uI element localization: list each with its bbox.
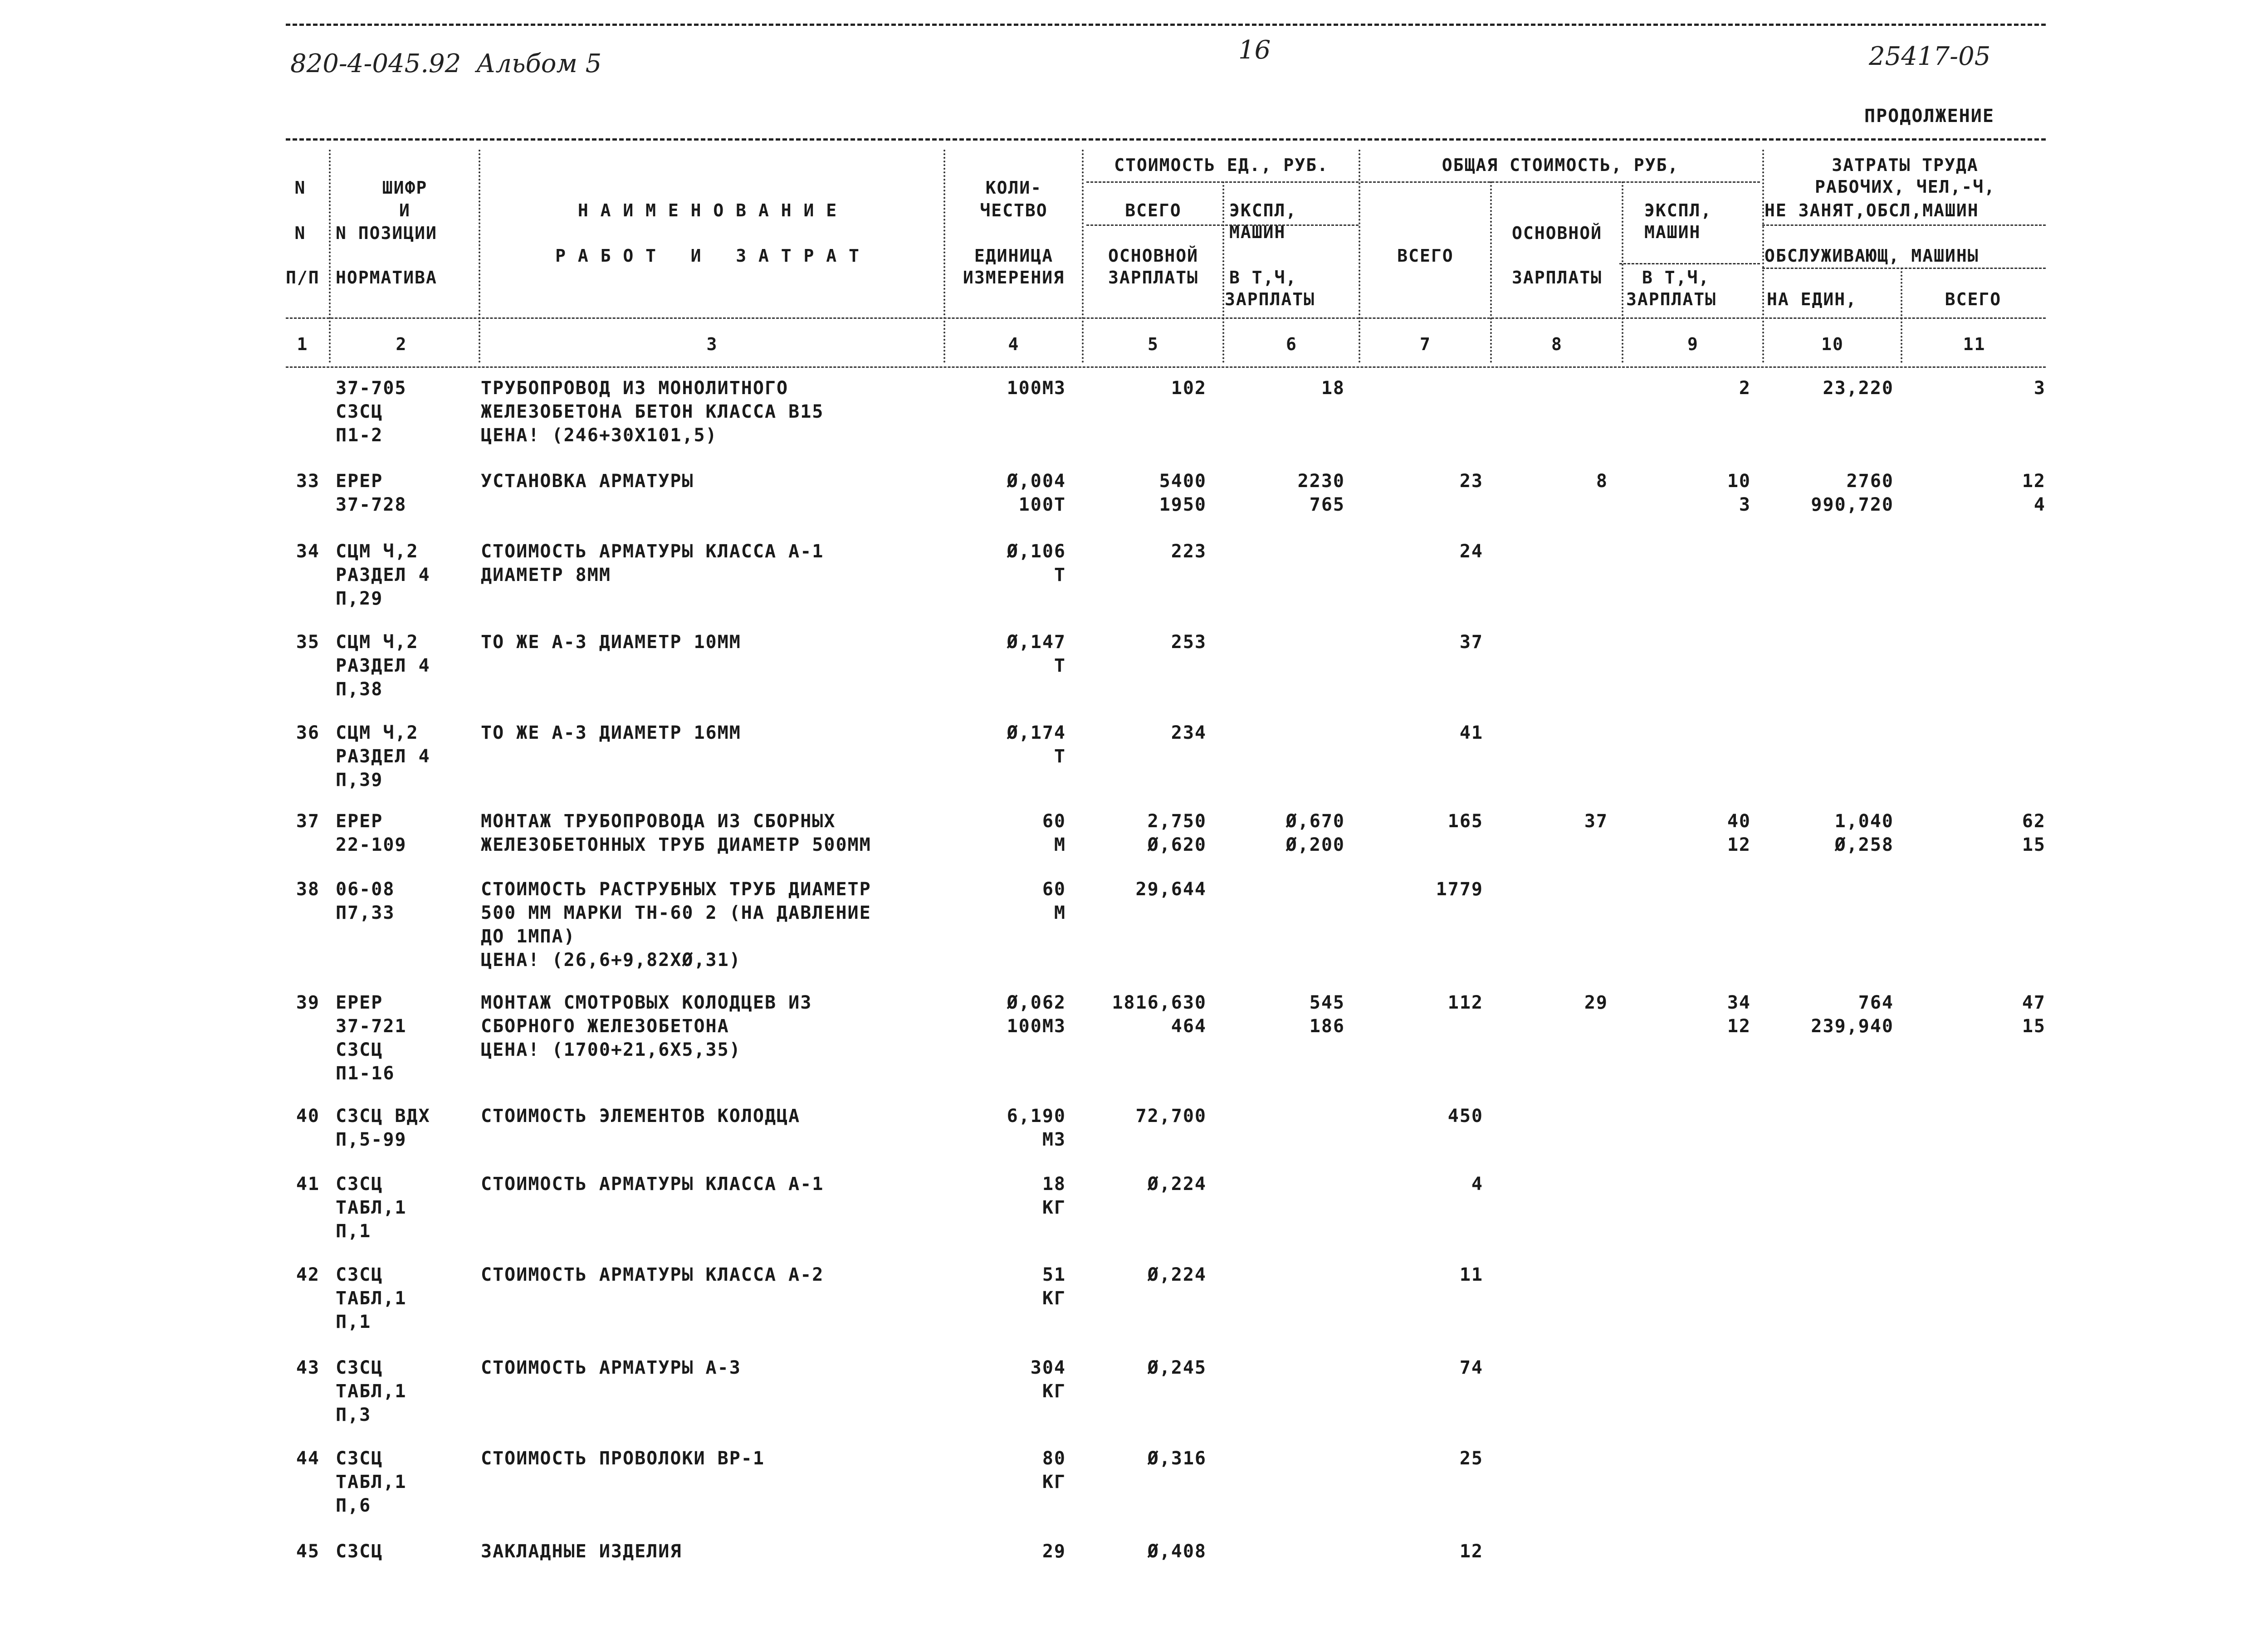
cell-code: ТАБЛ,1 [336, 1381, 407, 1402]
cell-total: 25 [1459, 1448, 1483, 1469]
column-numbers-rule [286, 366, 2046, 368]
cell-code: СЗСЦ [336, 401, 383, 422]
cell-total-basic: 37 [1584, 811, 1608, 832]
hdr-npp-2: N [294, 223, 306, 243]
hdr-labor-1: ЗАТРАТЫ ТРУДА [1832, 155, 1979, 175]
col-num-7: 7 [1420, 334, 1431, 354]
cell-qty: 80 [1042, 1448, 1066, 1469]
cell-labor-total: 12 [2022, 471, 2046, 492]
hdr-labor-4: ОБСЛУЖИВАЮЩ, МАШИНЫ [1765, 246, 1979, 266]
col-num-1: 1 [297, 334, 308, 354]
cell-code: ЕРЕР [336, 471, 383, 492]
cell-unit-total: 2,750 [1147, 811, 1207, 832]
cell-name: ДО 1МПА) [481, 926, 576, 947]
cell-total: 4 [1471, 1174, 1483, 1195]
hdr-tc-basic-1: ОСНОВНОЙ [1511, 223, 1603, 243]
cell-total-mach: 12 [1727, 1016, 1751, 1037]
cell-qty: 6,190 [1007, 1106, 1066, 1127]
header-top-rule [286, 138, 2046, 141]
cell-qty: М [1054, 902, 1066, 923]
hdr-uc-basic-2: ЗАРПЛАТЫ [1108, 268, 1199, 288]
cell-qty: М3 [1042, 1129, 1066, 1150]
cell-name: СТОИМОСТЬ АРМАТУРЫ КЛАССА А-1 [481, 1174, 824, 1195]
cell-code: П,38 [336, 679, 383, 700]
cell-code: СЗСЦ [336, 1264, 383, 1285]
col-divider-4 [1082, 150, 1084, 363]
cell-name: СТОИМОСТЬ ПРОВОЛОКИ ВР-1 [481, 1448, 765, 1469]
col-num-5: 5 [1148, 334, 1159, 354]
cell-code: СЗСЦ ВДХ [336, 1106, 430, 1127]
cell-name: МОНТАЖ СМОТРОВЫХ КОЛОДЦЕВ ИЗ [481, 992, 812, 1013]
hdr-name-bottom: Р А Б О Т И З А Т Р А Т [555, 246, 860, 266]
cell-unit-total: 253 [1171, 632, 1207, 653]
labor-sub-rule [1762, 224, 2046, 226]
cell-labor-unit: 23,220 [1823, 378, 1894, 399]
cell-qty: 51 [1042, 1264, 1066, 1285]
col-divider-2 [479, 150, 480, 363]
cell-labor-total: 62 [2022, 811, 2046, 832]
col-num-3: 3 [706, 334, 718, 354]
cell-code: РАЗДЕЛ 4 [336, 746, 430, 767]
hdr-unit-1: ЕДИНИЦА [974, 246, 1054, 266]
cell-total: 37 [1459, 632, 1483, 653]
cell-n: 39 [296, 992, 320, 1013]
cell-qty: 100М3 [1007, 378, 1066, 399]
cell-unit-total: Ø,620 [1147, 834, 1207, 855]
cell-total: 74 [1459, 1357, 1483, 1378]
cell-code: ЕРЕР [336, 811, 383, 832]
cell-name: СТОИМОСТЬ РАСТРУБНЫХ ТРУБ ДИАМЕТР [481, 879, 871, 900]
cell-unit-total: 1950 [1159, 494, 1207, 515]
cell-unit-mach: 765 [1309, 494, 1345, 515]
cell-n: 38 [296, 879, 320, 900]
cell-unit-total: Ø,245 [1147, 1357, 1207, 1378]
hdr-cipher-1: ШИФР [382, 178, 428, 198]
cell-name: ЗАКЛАДНЫЕ ИЗДЕЛИЯ [481, 1541, 682, 1562]
hdr-qty-2: ЧЕСТВО [980, 200, 1048, 220]
cell-qty: 60 [1042, 879, 1066, 900]
cell-code: П1-2 [336, 425, 383, 446]
cell-n: 35 [296, 632, 320, 653]
col-divider-3 [943, 150, 945, 363]
cell-labor-unit: 990,720 [1811, 494, 1894, 515]
hdr-unit-cost: СТОИМОСТЬ ЕД., РУБ. [1114, 155, 1329, 175]
cell-unit-mach: 545 [1309, 992, 1345, 1013]
cell-total: 12 [1459, 1541, 1483, 1562]
cell-code: СЦМ Ч,2 [336, 632, 419, 653]
cell-qty: КГ [1042, 1381, 1066, 1402]
cell-unit-total: 72,700 [1135, 1106, 1207, 1127]
total-cost-sub-rule-2 [1619, 263, 1760, 264]
document-code: 820-4-045.92 [290, 49, 461, 78]
cell-total-basic: 29 [1584, 992, 1608, 1013]
cell-name: ЖЕЛЕЗОБЕТОНА БЕТОН КЛАССА В15 [481, 401, 824, 422]
cell-code: 37-705 [336, 378, 407, 399]
hdr-cipher-3: N ПОЗИЦИИ [336, 223, 437, 243]
cell-labor-unit: 1,040 [1834, 811, 1894, 832]
cell-qty: Ø,062 [1007, 992, 1066, 1013]
cell-code: СЗСЦ [336, 1174, 383, 1195]
col-divider-10 [1901, 268, 1902, 363]
hdr-labor-3: НЕ ЗАНЯТ,ОБСЛ,МАШИН [1765, 200, 1979, 220]
hdr-uc-total: ВСЕГО [1125, 200, 1182, 220]
cell-unit-mach: 18 [1321, 378, 1345, 399]
hdr-unit-2: ИЗМЕРЕНИЯ [963, 268, 1065, 288]
cell-qty: КГ [1042, 1288, 1066, 1309]
cell-code: СЦМ Ч,2 [336, 541, 419, 562]
hdr-total-cost: ОБЩАЯ СТОИМОСТЬ, РУБ, [1442, 155, 1679, 175]
cell-qty: Ø,147 [1007, 632, 1066, 653]
hdr-npp-1: N [294, 178, 306, 198]
col-num-6: 6 [1286, 334, 1297, 354]
col-divider-9 [1762, 150, 1764, 363]
cell-total: 41 [1459, 722, 1483, 743]
cell-code: П,1 [336, 1312, 371, 1332]
cell-qty: КГ [1042, 1197, 1066, 1218]
cell-code: РАЗДЕЛ 4 [336, 565, 430, 585]
hdr-name-top: Н А И М Е Н О В А Н И Е [577, 200, 838, 220]
cell-total-mach: 34 [1727, 992, 1751, 1013]
cell-qty: М [1054, 834, 1066, 855]
hdr-qty-1: КОЛИ- [985, 178, 1042, 198]
cell-qty: Ø,004 [1007, 471, 1066, 492]
cell-code: П,3 [336, 1405, 371, 1425]
cell-unit-total: 5400 [1159, 471, 1207, 492]
hdr-cipher-2: И [399, 200, 411, 220]
cell-unit-total: 223 [1171, 541, 1207, 562]
hdr-tc-mach-sal-2: ЗАРПЛАТЫ [1626, 289, 1717, 309]
cell-labor-total: 3 [2033, 378, 2046, 399]
cell-name: СТОИМОСТЬ АРМАТУРЫ А-3 [481, 1357, 741, 1378]
hdr-tc-basic-2: ЗАРПЛАТЫ [1511, 268, 1603, 288]
cell-n: 34 [296, 541, 320, 562]
cell-code: П,6 [336, 1495, 371, 1516]
hdr-uc-mach-sal-1: В Т,Ч, [1229, 268, 1297, 288]
cell-n: 40 [296, 1106, 320, 1127]
cell-unit-total: Ø,224 [1147, 1174, 1207, 1195]
cell-total: 165 [1447, 811, 1483, 832]
cell-code: 22-109 [336, 834, 407, 855]
cell-name: МОНТАЖ ТРУБОПРОВОДА ИЗ СБОРНЫХ [481, 811, 836, 832]
cell-name: ТРУБОПРОВОД ИЗ МОНОЛИТНОГО [481, 378, 789, 399]
cell-n: 33 [296, 471, 320, 492]
hdr-tc-mach-2: МАШИН [1644, 222, 1701, 242]
cell-labor-unit: 764 [1858, 992, 1894, 1013]
cell-code: ТАБЛ,1 [336, 1288, 407, 1309]
cell-code: 06-08 [336, 879, 395, 900]
cell-code: СЦМ Ч,2 [336, 722, 419, 743]
hdr-labor-unit: НА ЕДИН, [1767, 289, 1857, 309]
cell-n: 37 [296, 811, 320, 832]
cell-unit-total: 102 [1171, 378, 1207, 399]
cell-name: СТОИМОСТЬ АРМАТУРЫ КЛАССА А-1 [481, 541, 824, 562]
page-number: 16 [1238, 35, 1271, 65]
col-num-8: 8 [1551, 334, 1563, 354]
cell-unit-mach: Ø,200 [1286, 834, 1345, 855]
cell-name: ДИАМЕТР 8ММ [481, 565, 611, 585]
cell-code: СЗСЦ [336, 1039, 383, 1060]
col-num-10: 10 [1821, 334, 1844, 354]
hdr-cipher-4: НОРМАТИВА [336, 268, 437, 288]
cell-code: 37-728 [336, 494, 407, 515]
cell-name: 500 ММ МАРКИ ТН-60 2 (НА ДАВЛЕНИЕ [481, 902, 871, 923]
cell-code: П,5-99 [336, 1129, 407, 1150]
cell-name: СБОРНОГО ЖЕЛЕЗОБЕТОНА [481, 1016, 729, 1037]
hdr-uc-mach-2: МАШИН [1229, 222, 1286, 242]
cell-name: ЦЕНА! (246+30X101,5) [481, 425, 718, 446]
cell-qty: Т [1054, 565, 1066, 585]
top-border-line [286, 24, 2046, 26]
cell-code: П1-16 [336, 1063, 395, 1084]
cell-name: ЦЕНА! (26,6+9,82XØ,31) [481, 950, 741, 971]
cell-labor-unit: Ø,258 [1834, 834, 1894, 855]
hdr-npp-3: П/П [286, 268, 320, 288]
cell-qty: 60 [1042, 811, 1066, 832]
cell-n: 36 [296, 722, 320, 743]
cell-code: СЗСЦ [336, 1448, 383, 1469]
cell-unit-total: 234 [1171, 722, 1207, 743]
hdr-uc-mach-1: ЭКСПЛ, [1229, 200, 1297, 220]
cell-name: СТОИМОСТЬ ЭЛЕМЕНТОВ КОЛОДЦА [481, 1106, 801, 1127]
cell-labor-total: 15 [2022, 1016, 2046, 1037]
cell-labor-total: 15 [2022, 834, 2046, 855]
col-divider-6 [1359, 150, 1360, 363]
cell-qty: Ø,106 [1007, 541, 1066, 562]
cell-labor-unit: 2760 [1846, 471, 1894, 492]
document-id: 25417-05 [1869, 42, 1991, 71]
cell-n: 45 [296, 1541, 320, 1562]
cell-total-basic: 8 [1596, 471, 1608, 492]
col-divider-1 [329, 150, 331, 363]
cell-qty: Т [1054, 746, 1066, 767]
cell-unit-total: 29,644 [1135, 879, 1207, 900]
hdr-labor-total: ВСЕГО [1945, 289, 2002, 309]
album-label: Альбом 5 [476, 49, 602, 78]
cell-total: 23 [1459, 471, 1483, 492]
cell-total: 1779 [1436, 879, 1483, 900]
cell-total: 450 [1447, 1106, 1483, 1127]
cell-unit-mach: 186 [1309, 1016, 1345, 1037]
cell-qty: Ø,174 [1007, 722, 1066, 743]
col-num-11: 11 [1963, 334, 1986, 354]
cell-total: 112 [1447, 992, 1483, 1013]
hdr-labor-2: РАБОЧИХ, ЧЕЛ,-Ч, [1814, 177, 1996, 197]
cell-name: ЖЕЛЕЗОБЕТОННЫХ ТРУБ ДИАМЕТР 500ММ [481, 834, 871, 855]
col-divider-8 [1622, 181, 1623, 363]
continuation-label: ПРОДОЛЖЕНИЕ [1864, 106, 1994, 127]
cell-code: ТАБЛ,1 [336, 1197, 407, 1218]
cell-qty: Т [1054, 655, 1066, 676]
cell-qty: 100Т [1018, 494, 1066, 515]
cell-code: П7,33 [336, 902, 395, 923]
hdr-tc-mach-1: ЭКСПЛ, [1644, 200, 1712, 220]
cell-code: П,1 [336, 1221, 371, 1242]
cell-code: П,39 [336, 770, 383, 790]
cell-n: 43 [296, 1357, 320, 1378]
cell-labor-unit: 239,940 [1811, 1016, 1894, 1037]
hdr-tc-total: ВСЕГО [1397, 246, 1454, 266]
cell-code: П,29 [336, 588, 383, 609]
cell-total-mach: 12 [1727, 834, 1751, 855]
cell-name: СТОИМОСТЬ АРМАТУРЫ КЛАССА А-2 [481, 1264, 824, 1285]
cell-total-mach: 40 [1727, 811, 1751, 832]
cell-total: 24 [1459, 541, 1483, 562]
col-num-9: 9 [1687, 334, 1699, 354]
cell-unit-total: Ø,408 [1147, 1541, 1207, 1562]
cell-total-mach: 2 [1739, 378, 1751, 399]
total-cost-sub-rule [1361, 181, 1760, 183]
hdr-tc-mach-sal-1: В Т,Ч, [1642, 268, 1710, 288]
cell-qty: 100М3 [1007, 1016, 1066, 1037]
cell-code: СЗСЦ [336, 1541, 383, 1562]
header-bottom-rule [286, 317, 2046, 319]
col-num-4: 4 [1008, 334, 1020, 354]
cell-total-mach: 10 [1727, 471, 1751, 492]
cell-total: 11 [1459, 1264, 1483, 1285]
cell-qty: 29 [1042, 1541, 1066, 1562]
cell-qty: КГ [1042, 1472, 1066, 1493]
col-divider-7 [1490, 181, 1492, 363]
col-num-2: 2 [396, 334, 407, 354]
cell-labor-total: 47 [2022, 992, 2046, 1013]
cell-n: 42 [296, 1264, 320, 1285]
cell-code: ЕРЕР [336, 992, 383, 1013]
cell-unit-total: 1816,630 [1112, 992, 1207, 1013]
cell-qty: 18 [1042, 1174, 1066, 1195]
cell-name: ТО ЖЕ А-3 ДИАМЕТР 10ММ [481, 632, 741, 653]
cell-unit-total: Ø,316 [1147, 1448, 1207, 1469]
cell-name: УСТАНОВКА АРМАТУРЫ [481, 471, 694, 492]
cell-unit-total: 464 [1171, 1016, 1207, 1037]
cell-unit-total: Ø,224 [1147, 1264, 1207, 1285]
cell-code: ТАБЛ,1 [336, 1472, 407, 1493]
cell-code: СЗСЦ [336, 1357, 383, 1378]
cell-n: 44 [296, 1448, 320, 1469]
cell-name: ТО ЖЕ А-3 ДИАМЕТР 16ММ [481, 722, 741, 743]
cell-qty: 304 [1030, 1357, 1066, 1378]
cell-code: 37-721 [336, 1016, 407, 1037]
labor-sub-rule-2 [1762, 268, 2046, 269]
cell-n: 41 [296, 1174, 320, 1195]
cell-unit-mach: 2230 [1297, 471, 1345, 492]
cell-unit-mach: Ø,670 [1286, 811, 1345, 832]
hdr-uc-basic-1: ОСНОВНОЙ [1108, 246, 1199, 266]
col-divider-5 [1222, 181, 1224, 363]
hdr-uc-mach-sal-2: ЗАРПЛАТЫ [1225, 289, 1315, 309]
cell-code: РАЗДЕЛ 4 [336, 655, 430, 676]
cell-total-mach: 3 [1739, 494, 1751, 515]
cell-name: ЦЕНА! (1700+21,6X5,35) [481, 1039, 741, 1060]
cell-labor-total: 4 [2033, 494, 2046, 515]
